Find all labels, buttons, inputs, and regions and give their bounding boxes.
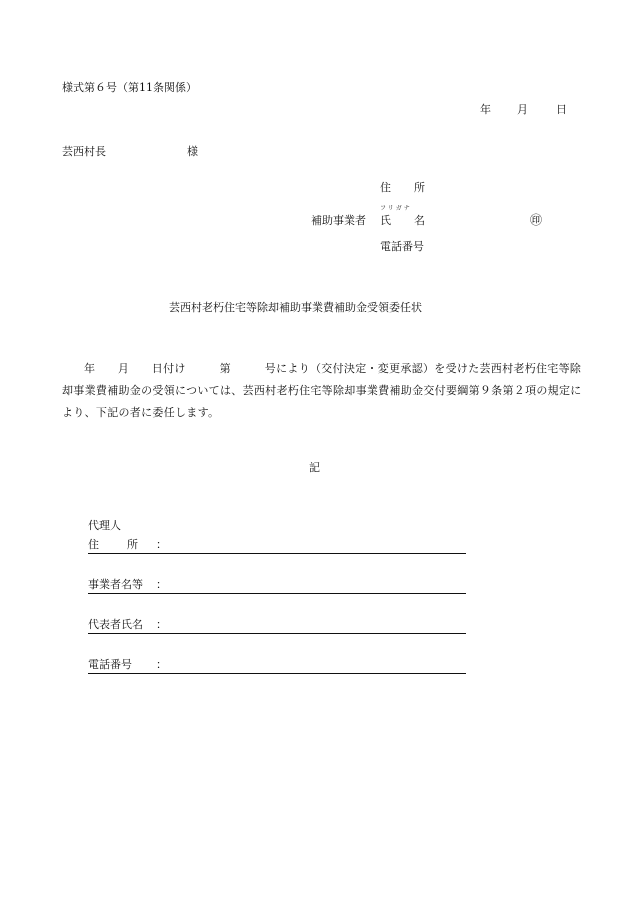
- agent-phone-colon: ：: [156, 658, 167, 671]
- agent-business-name-colon: ：: [156, 578, 167, 591]
- addressee-name: 芸西村長: [62, 145, 106, 158]
- applicant-name-label: 氏 名: [380, 214, 431, 227]
- agent-address-label: 住 所: [88, 538, 140, 551]
- applicant-role-label: 補助事業者: [311, 214, 366, 227]
- applicant-address-label: 住 所: [380, 181, 431, 194]
- agent-address-field[interactable]: [88, 537, 466, 554]
- document-title: 芸西村老朽住宅等除却補助事業費補助金受領委任状: [169, 301, 422, 314]
- agent-phone-field[interactable]: [88, 657, 466, 674]
- applicant-phone-label: 電話番号: [380, 240, 424, 253]
- date-month: 月: [517, 103, 528, 116]
- body-paragraph: [62, 358, 582, 424]
- agent-representative-colon: ：: [156, 618, 167, 631]
- agent-heading: 代理人: [88, 519, 121, 532]
- seal-mark: ㊞: [530, 213, 543, 227]
- body-text: 年 月 日付け 第 号により（交付決定・変更承認）を受けた芸西村老朽住宅等除却事業費補助金の受領については、芸西村老朽住宅等除却事業費補助金交付要綱第９条第２項の規定により、下記の者に委任します。: [62, 362, 582, 419]
- agent-representative-field[interactable]: [88, 617, 466, 634]
- date-day: 日: [556, 103, 567, 116]
- agent-representative-label: 代表者氏名: [88, 618, 143, 631]
- addressee-honorific: 様: [187, 145, 198, 158]
- record-heading: 記: [309, 461, 320, 474]
- date-year: 年: [480, 103, 491, 116]
- agent-phone-label: 電話番号: [88, 658, 132, 671]
- agent-address-colon: ：: [156, 538, 167, 551]
- applicant-furigana: フリガナ: [380, 205, 412, 212]
- agent-business-name-label: 事業者名等: [88, 578, 143, 591]
- agent-business-name-field[interactable]: [88, 577, 466, 594]
- form-number: 様式第６号（第11条関係）: [62, 81, 197, 94]
